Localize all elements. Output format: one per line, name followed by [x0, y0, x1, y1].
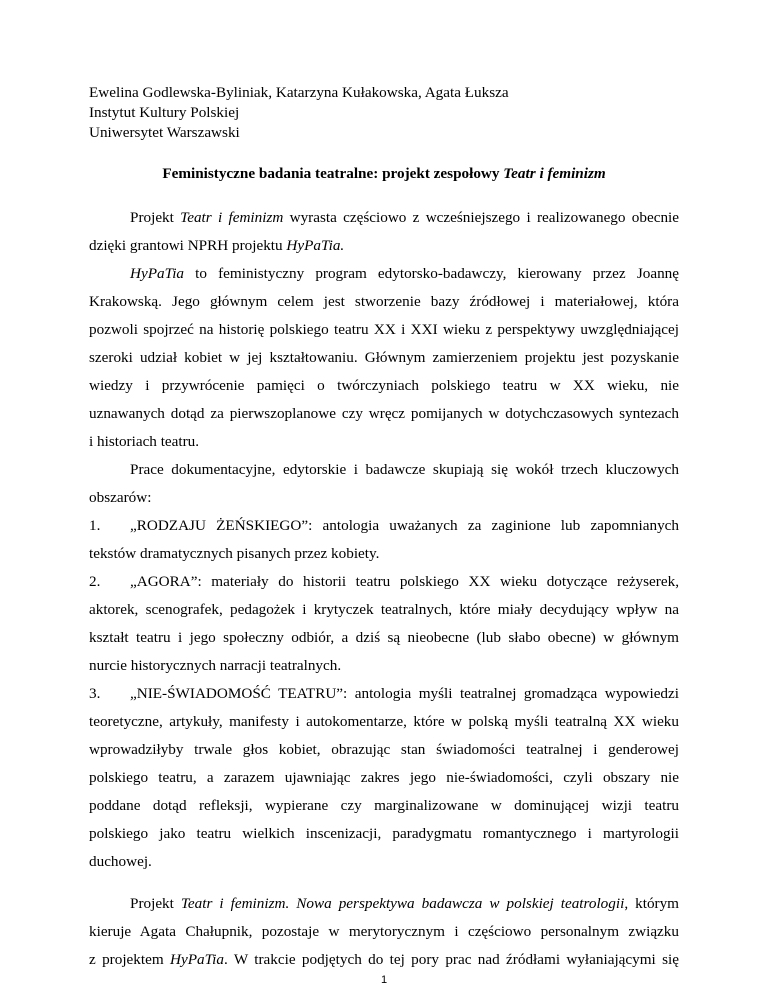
text-italic: HyPaTia. — [286, 237, 345, 254]
paragraph-1-line-2 — [89, 236, 344, 256]
list-item-2-line-3: kształt teatru i jego społeczny odbiór, a dziś są nieobecne (lub słabo obecne) w głównym — [89, 629, 679, 646]
title-italic: Teatr i feminizm — [503, 165, 606, 182]
paragraph-4-line-1 — [130, 894, 679, 914]
paragraph-2-line-5: wiedzy i przywrócenie pamięci o twórczyniach polskiego teatru w XX wieku, nie — [89, 377, 679, 394]
university: Uniwersytet Warszawski — [89, 124, 240, 141]
text: , którym — [624, 895, 679, 912]
paragraph-2-line-1 — [130, 264, 679, 284]
list-item-1-line-2: tekstów dramatycznych pisanych przez kobiety. — [89, 545, 380, 562]
list-item-3-line-1: „NIE-ŚWIADOMOŚĆ TEATRU”: antologia myśli teatralnej gromadząca wypowiedzi — [130, 685, 679, 702]
list-item-3-line-7: duchowej. — [89, 853, 152, 870]
page-number: 1 — [380, 974, 388, 986]
list-item-3-line-4: polskiego teatru, a zarazem ujawniając zakres jego nie-świadomości, czyli obszary nie — [89, 769, 679, 786]
list-item-2-line-2: aktorek, scenografek, pedagożek i krytyczek teatralnych, które miały decydujący wpływ na — [89, 601, 679, 618]
list-number: 2. — [89, 573, 101, 590]
institute: Instytut Kultury Polskiej — [89, 104, 240, 121]
list-item-2-line-4: nurcie historycznych narracji teatralnych. — [89, 657, 342, 674]
document-title — [0, 164, 768, 184]
list-item-1-line-1: „RODZAJU ŻEŃSKIEGO”: antologia uważanych za zaginione lub zapomnianych — [130, 517, 679, 534]
text: to feministyczny program edytorsko-badawczy, kierowany przez Joannę — [184, 265, 679, 282]
title-main: Feministyczne badania teatralne: projekt zespołowy — [162, 165, 504, 182]
paragraph-1-line-1 — [130, 208, 679, 228]
text-italic: Teatr i feminizm — [180, 209, 284, 226]
paragraph-4-line-3 — [89, 950, 679, 970]
list-item-3-line-6: polskiego jako teatru wielkich inscenizacji, paradygmatu romantycznego i martyrologii — [89, 825, 679, 842]
text: wyrasta częściowo z wcześniejszego i realizowanego obecnie — [283, 209, 680, 226]
list-item-3-line-5: poddane dotąd refleksji, wypierane czy marginalizowane w dominującej wizji teatru — [89, 797, 679, 814]
paragraph-3-line-2: obszarów: — [89, 489, 152, 506]
list-item-3-line-3: wprowadziłyby trwale głos kobiet, obrazując stan świadomości teatralnej i genderowej — [89, 741, 679, 758]
list-item-2-line-1: „AGORA”: materiały do historii teatru polskiego XX wieku dotyczące reżyserek, — [130, 573, 679, 590]
text: dzięki grantowi NPRH projektu — [89, 237, 287, 254]
text: Projekt — [130, 209, 181, 226]
text-italic: HyPaTia — [130, 265, 185, 282]
text-italic: HyPaTia — [169, 951, 224, 968]
list-number: 1. — [89, 517, 101, 534]
paragraph-2-line-3: pozwoli spojrzeć na historię polskiego teatru XX i XXI wieku z perspektywy uwzględniającej — [89, 321, 679, 338]
paragraph-2-line-7: i historiach teatru. — [89, 433, 200, 450]
paragraph-2-line-2: Krakowską. Jego głównym celem jest stworzenie bazy źródłowej i materiałowej, która — [89, 293, 679, 310]
text: . W trakcie podjętych do tej pory prac nad źródłami wyłaniającymi się — [224, 951, 679, 968]
text: Projekt — [130, 895, 181, 912]
paragraph-4-line-2: kieruje Agata Chałupnik, pozostaje w merytorycznym i częściowo personalnym związku — [89, 923, 679, 940]
paragraph-2-line-6: uznawanych dotąd za pierwszoplanowe czy wręcz pomijanych w dotychczasowych syntezach — [89, 405, 679, 422]
list-item-3-line-2: teoretyczne, artykuły, manifesty i autokomentarze, które w polską myśli teatralną XX wieku — [89, 713, 679, 730]
paragraph-2-line-4: szeroki udział kobiet w jej kształtowaniu. Głównym zamierzeniem projektu jest pozyskanie — [89, 349, 679, 366]
text: z projektem — [89, 951, 170, 968]
authors: Ewelina Godlewska-Byliniak, Katarzyna Kułakowska, Agata Łuksza — [89, 84, 509, 101]
text-italic: Teatr i feminizm. Nowa perspektywa badawcza w polskiej teatrologii — [180, 895, 625, 912]
paragraph-3-line-1: Prace dokumentacyjne, edytorskie i badawcze skupiają się wokół trzech kluczowych — [130, 461, 679, 478]
list-number: 3. — [89, 685, 101, 702]
